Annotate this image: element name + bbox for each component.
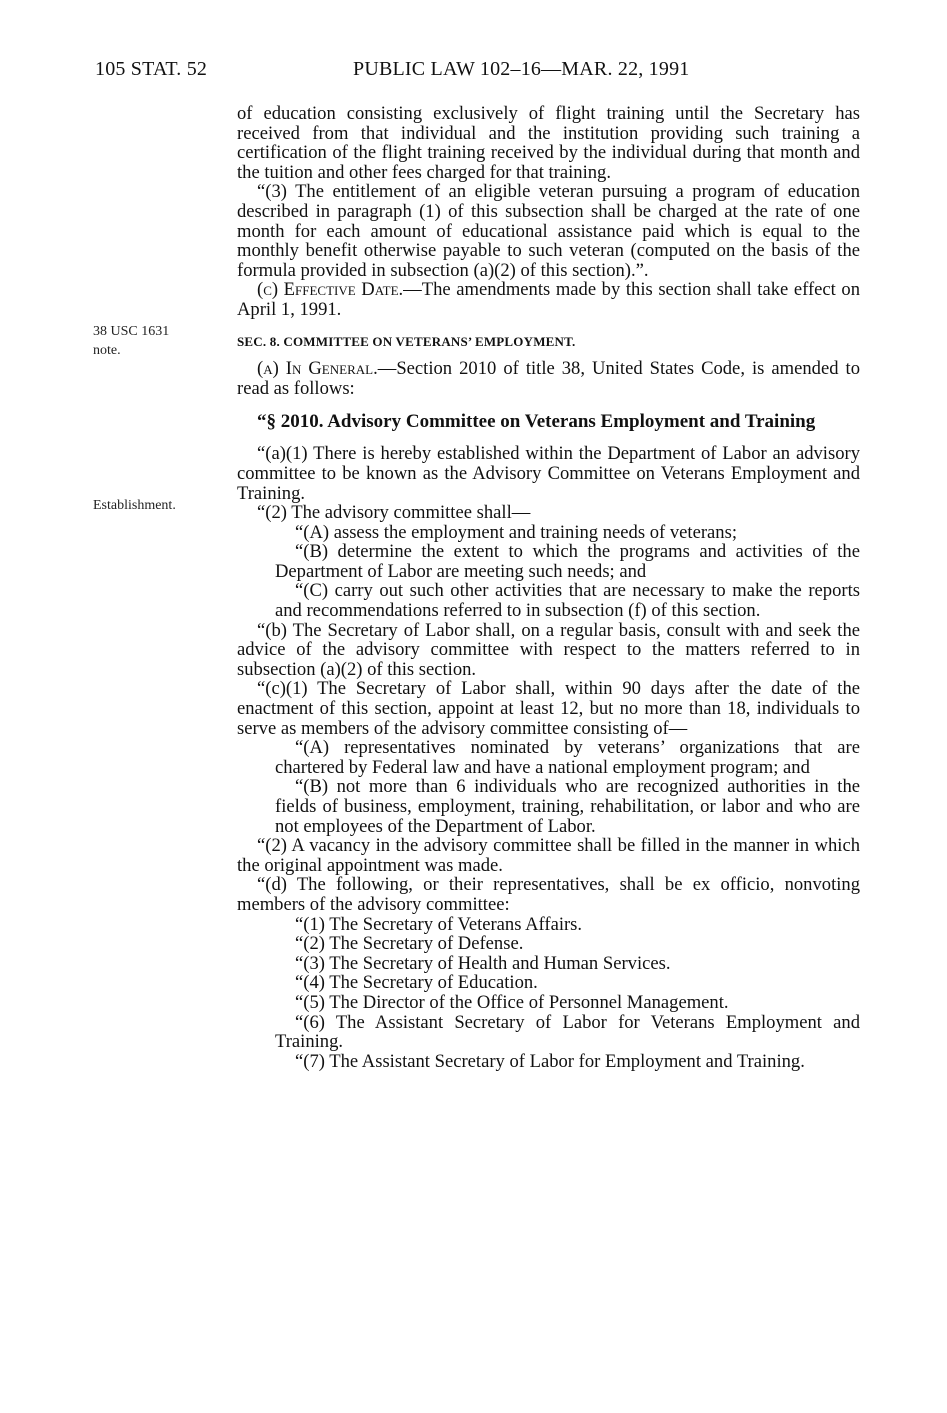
public-law-citation: PUBLIC LAW 102–16—MAR. 22, 1991: [353, 58, 690, 80]
in-general-text: —Section 2010 of title 38, United States Code, is amended to read as follows:: [237, 358, 860, 399]
body-text: [237, 104, 860, 1071]
subsection-d-3: “(3) The Secretary of Health and Human Services.: [295, 952, 671, 974]
subsection-d-1: “(1) The Secretary of Veterans Affairs.: [295, 913, 583, 935]
paragraph-in-general: [237, 359, 860, 398]
subsection-c1: “(c)(1) The Secretary of Labor shall, within 90 days after the date of the enactment of this section, appoint at least 12, but no more than 18, individuals to serve as members of the advisory committee consisting of—: [237, 678, 860, 739]
usc-citation: 38 USC 1631: [93, 324, 170, 339]
section-8-heading: SEC. 8. COMMITTEE ON VETERANS’ EMPLOYMENT.: [237, 333, 576, 349]
effective-date-text: —The amendments made by this section shall take effect on April 1, 1991.: [237, 279, 860, 320]
subsection-d: “(d) The following, or their representatives, shall be ex officio, nonvoting members of the advisory committee:: [237, 874, 860, 915]
subsection-d-6: “(6) The Assistant Secretary of Labor for Veterans Employment and Training.: [275, 1011, 860, 1053]
subsection-a2-B: “(B) determine the extent to which the programs and activities of the Department of Labor are meeting such needs; and: [275, 541, 860, 582]
subsection-c1-A: “(A) representatives nominated by veterans’ organizations that are chartered by Federal law and have a national employment program; and: [275, 737, 860, 778]
subsection-c2: “(2) A vacancy in the advisory committee shall be filled in the manner in which the original appointment was made.: [237, 835, 860, 876]
running-header: [95, 58, 855, 86]
paragraph-effective-date: [237, 280, 860, 319]
subsection-a2-A: “(A) assess the employment and training needs of veterans;: [295, 521, 737, 543]
in-general-label: (a) In General.: [257, 358, 378, 380]
subsection-d-5: “(5) The Director of the Office of Personnel Management.: [295, 991, 729, 1013]
subsection-d-2: “(2) The Secretary of Defense.: [295, 933, 524, 955]
paragraph-flight-training: of education consisting exclusively of flight training until the Secretary has received from that individual and the institution providing such training a certification of the flight training received by the individual during that month and the tuition and other fees charged for that training.: [237, 103, 860, 183]
usc-note: note.: [93, 343, 121, 358]
margin-note-usc: [93, 322, 169, 360]
subsection-a2: “(2) The advisory committee shall—: [257, 502, 531, 524]
subsection-a1: “(a)(1) There is hereby established within the Department of Labor an advisory committee to be known as the Advisory Committee on Veterans Employment and Training.: [237, 443, 860, 504]
subsection-b: “(b) The Secretary of Labor shall, on a regular basis, consult with and seek the advice of the advisory committee with respect to the matters referred to in subsection (a)(2) of this section.: [237, 619, 860, 680]
paragraph-3-entitlement: “(3) The entitlement of an eligible veteran pursuing a program of education described in paragraph (1) of this subsection shall be charged at the rate of one month for each amount of educational assistance paid which is equal to the monthly benefit otherwise payable to such veteran (computed on the basis of the formula provided in subsection (a)(2) of this section).”.: [237, 181, 860, 281]
subsection-d-4: “(4) The Secretary of Education.: [295, 972, 538, 994]
effective-date-label: (c) Effective Date.: [257, 279, 404, 301]
section-2010-title: “§ 2010. Advisory Committee on Veterans Employment and Training: [257, 411, 816, 433]
margin-note-establishment: Establishment.: [93, 498, 176, 513]
subsection-d-7: “(7) The Assistant Secretary of Labor for Employment and Training.: [295, 1050, 805, 1072]
stat-page-number: 105 STAT. 52: [95, 58, 208, 80]
subsection-a2-C: “(C) carry out such other activities that are necessary to make the reports and recommendations referred to in subsection (f) of this section.: [275, 580, 860, 622]
subsection-c1-B: “(B) not more than 6 individuals who are recognized authorities in the fields of business, employment, training, rehabilitation, or labor and who are not employees of the Department of Labor.: [275, 776, 860, 837]
